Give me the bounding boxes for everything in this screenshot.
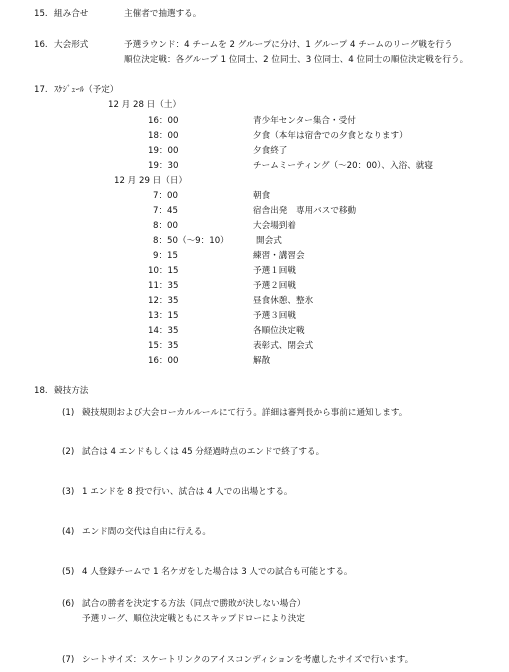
section-15-text: 主催者で抽選する。 [124,9,202,19]
section-16-title: 大会形式 [54,40,89,50]
day-2-date: 12 月 29 日（日） [114,176,188,186]
schedule-time: 16：00 [148,356,179,366]
schedule-event: 予選１回戦 [253,266,296,276]
schedule-time: 7：00 [153,191,178,201]
rule-item-text: 4 人登録チームで 1 名ケガをした場合は 3 人での試合も可能とする。 [82,567,353,577]
schedule-time: 10：15 [148,266,179,276]
schedule-time: 18：00 [148,131,179,141]
schedule-event: 解散 [253,356,271,366]
section-16-line-1: 予選ラウンド：4 チームを 2 グループに分け、1 グループ 4 チームのリーグ戦を行う [124,40,453,50]
schedule-time: 8：00 [153,221,178,231]
section-18-title: 競技方法 [54,386,89,396]
schedule-event: 表彰式、閉会式 [253,341,314,351]
rule-item-number: (5) [62,567,75,577]
schedule-time: 12：35 [148,296,179,306]
rule-item-number: (6) [62,599,75,609]
section-17-title: ｽｹｼﾞｭｰﾙ（予定） [54,85,119,95]
schedule-event: 朝食 [253,191,271,201]
schedule-event: 予選３回戦 [253,311,296,321]
schedule-event: 夕食終了 [253,146,288,156]
schedule-time: 19：30 [148,161,179,171]
schedule-event: 夕食（本年は宿舎での夕食となります） [253,131,408,141]
schedule-time: 9：15 [153,251,178,261]
schedule-time: 7：45 [153,206,178,216]
schedule-event: 青少年センター集合・受付 [253,116,356,126]
rule-item-text: シートサイズ：スケートリンクのアイスコンディションを考慮したサイズで行います。 [82,655,414,665]
section-17-number: 17. [34,85,48,95]
schedule-event: 宿舎出発 専用バスで移動 [253,206,357,216]
rule-item-text: 1 エンドを 8 投で行い、試合は 4 人での出場とする。 [82,487,293,497]
rule-item-text: エンド間の交代は自由に行える。 [82,527,211,537]
schedule-event: 大会場到着 [253,221,296,231]
rule-item-number: (7) [62,655,75,665]
rule-item-number: (3) [62,487,75,497]
section-15-title: 組み合せ [54,9,89,19]
schedule-time: 11：35 [148,281,179,291]
schedule-event: 練習・講習会 [253,251,305,261]
schedule-event: 開会式 [256,236,282,246]
day-1-date: 12 月 28 日（土） [108,100,182,110]
rule-item-number: (1) [62,408,75,418]
rule-item-number: (4) [62,527,75,537]
rule-item-text: 試合は 4 エンドもしくは 45 分経過時点のエンドで終了する。 [82,447,325,457]
schedule-event: チームミーティング（〜20：00）、入浴、就寝 [253,161,433,171]
schedule-time: 19：00 [148,146,179,156]
section-16-line-2: 順位決定戦：各グループ 1 位同士、2 位同士、3 位同士、4 位同士の順位決定戦を行う。 [124,55,469,65]
rule-item-text: 試合の勝者を決定する方法（同点で勝敗が決しない場合） [82,599,306,609]
schedule-event: 各順位決定戦 [253,326,305,336]
schedule-time: 15：35 [148,341,179,351]
schedule-time: 14：35 [148,326,179,336]
rule-item-text: 競技規則および大会ローカルルールにて行う。詳細は審判長から事前に通知します。 [82,408,408,418]
schedule-event: 予選２回戦 [253,281,296,291]
rule-item-subtext: 予選リーグ、順位決定戦ともにスキップドローにより決定 [82,614,305,624]
rule-item-number: (2) [62,447,75,457]
section-15-number: 15. [34,9,48,19]
section-18-number: 18. [34,386,48,396]
schedule-event: 昼食休憩、整氷 [253,296,314,306]
schedule-time: 16：00 [148,116,179,126]
schedule-time: 13：15 [148,311,179,321]
section-16-number: 16. [34,40,48,50]
schedule-time: 8：50（〜9：10） [153,236,229,246]
